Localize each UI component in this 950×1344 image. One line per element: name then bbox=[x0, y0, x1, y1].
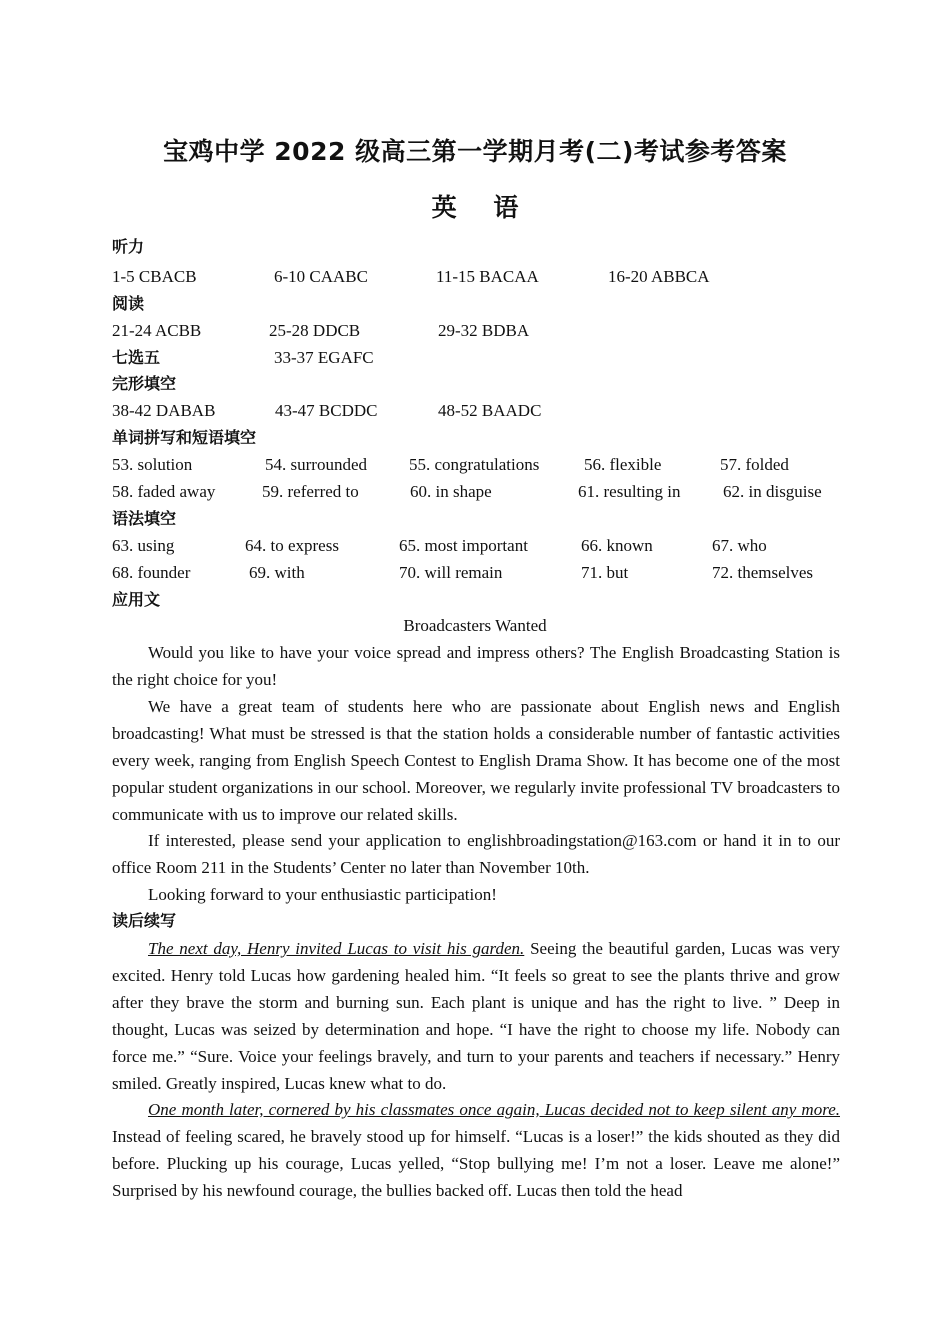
answer-item: 53. solution bbox=[112, 455, 193, 474]
answer-group: 43-47 BCDDC bbox=[275, 401, 378, 420]
answer-item: 55. congratulations bbox=[409, 455, 540, 474]
essay-title: Broadcasters Wanted bbox=[403, 616, 547, 635]
answer-group: 48-52 BAADC bbox=[438, 401, 542, 420]
paragraph-lead-sentence: The next day, Henry invited Lucas to visit his garden. bbox=[148, 939, 525, 958]
section-heading-seven-five: 七选五 bbox=[112, 348, 161, 367]
answer-item: 71. but bbox=[581, 563, 629, 582]
continuation-paragraph-2 bbox=[112, 1096, 840, 1204]
essay-paragraph: We have a great team of students here who are passionate about English news and English broadcasting! What must be stressed is that the station holds a considerable number of fantastic activities every week, ranging from English Speech Contest to English Drama Show. It has become one of the most popular student organizations in our school. Moreover, we regularly invite professional TV broadcasters to communicate with us to improve our related skills. bbox=[112, 697, 840, 824]
answer-group: 25-28 DDCB bbox=[269, 321, 361, 340]
page-title: 宝鸡中学 2022 级高三第一学期月考(二)考试参考答案 bbox=[163, 137, 787, 166]
section-heading-word-spelling: 单词拼写和短语填空 bbox=[112, 428, 257, 447]
answer-item: 60. in shape bbox=[410, 482, 492, 501]
paragraph-body: Seeing the beautiful garden, Lucas was very excited. Henry told Lucas how gardening healed him. “It feels so great to see the plants thrive and grow after they brave the storm and burning sun. Each plant is unique and has the right to live. ” Deep in thought, Lucas was seized by determination and hope. “I have the right to choose my life. Nobody can force me.” “Sure. Voice your feelings bravely, and turn to your parents and teachers if necessary.” Henry smiled. Greatly inspired, Lucas knew what to do. bbox=[112, 939, 840, 1093]
essay-paragraph: Would you like to have your voice spread and impress others? The English Broadcasting Station is the right choice for you! bbox=[112, 643, 840, 689]
answer-item: 62. in disguise bbox=[723, 482, 822, 501]
section-heading-continuation-writing: 读后续写 bbox=[112, 911, 177, 930]
section-heading-listening: 听力 bbox=[112, 237, 145, 256]
answer-group: 33-37 EGAFC bbox=[274, 348, 374, 367]
answer-group: 1-5 CBACB bbox=[112, 267, 197, 286]
answer-item: 69. with bbox=[249, 563, 305, 582]
section-heading-cloze: 完形填空 bbox=[112, 374, 177, 393]
answer-group: 29-32 BDBA bbox=[438, 321, 530, 340]
answer-item: 63. using bbox=[112, 536, 175, 555]
answer-item: 61. resulting in bbox=[578, 482, 681, 501]
answer-item: 56. flexible bbox=[584, 455, 662, 474]
answer-item: 54. surrounded bbox=[265, 455, 367, 474]
answer-group: 6-10 CAABC bbox=[274, 267, 368, 286]
answer-item: 70. will remain bbox=[399, 563, 503, 582]
answer-group: 21-24 ACBB bbox=[112, 321, 202, 340]
continuation-paragraph-1 bbox=[112, 935, 840, 1097]
essay-paragraph: Looking forward to your enthusiastic participation! bbox=[148, 885, 497, 904]
paragraph-lead-sentence: One month later, cornered by his classmates once again, Lucas decided not to keep silent any more. bbox=[148, 1100, 840, 1119]
answer-item: 72. themselves bbox=[712, 563, 814, 582]
subject-title: 英 语 bbox=[431, 193, 519, 222]
answer-group: 16-20 ABBCA bbox=[608, 267, 710, 286]
answer-item: 65. most important bbox=[399, 536, 528, 555]
section-heading-practical-writing: 应用文 bbox=[112, 590, 161, 609]
answer-item: 58. faded away bbox=[112, 482, 216, 501]
answer-group: 38-42 DABAB bbox=[112, 401, 216, 420]
answer-item: 57. folded bbox=[720, 455, 789, 474]
answer-item: 66. known bbox=[581, 536, 653, 555]
answer-item: 59. referred to bbox=[262, 482, 359, 501]
section-heading-reading: 阅读 bbox=[112, 294, 145, 313]
essay-paragraph: If interested, please send your application to englishbroadingstation@163.com or hand it in to our office Room 211 in the Students’ Center no later than November 10th. bbox=[112, 831, 840, 877]
answer-item: 64. to express bbox=[245, 536, 339, 555]
paragraph-body: Instead of feeling scared, he bravely stood up for himself. “Lucas is a loser!” the kids shouted as they did before. Plucking up his courage, Lucas yelled, “Stop bullying me! I’m not a loser. Leave me alone!” Surprised by his newfound courage, the bullies backed off. Lucas then told the head bbox=[112, 1127, 840, 1200]
answer-group: 11-15 BACAA bbox=[436, 267, 539, 286]
section-heading-grammar: 语法填空 bbox=[112, 509, 177, 528]
answer-item: 68. founder bbox=[112, 563, 191, 582]
answer-item: 67. who bbox=[712, 536, 767, 555]
